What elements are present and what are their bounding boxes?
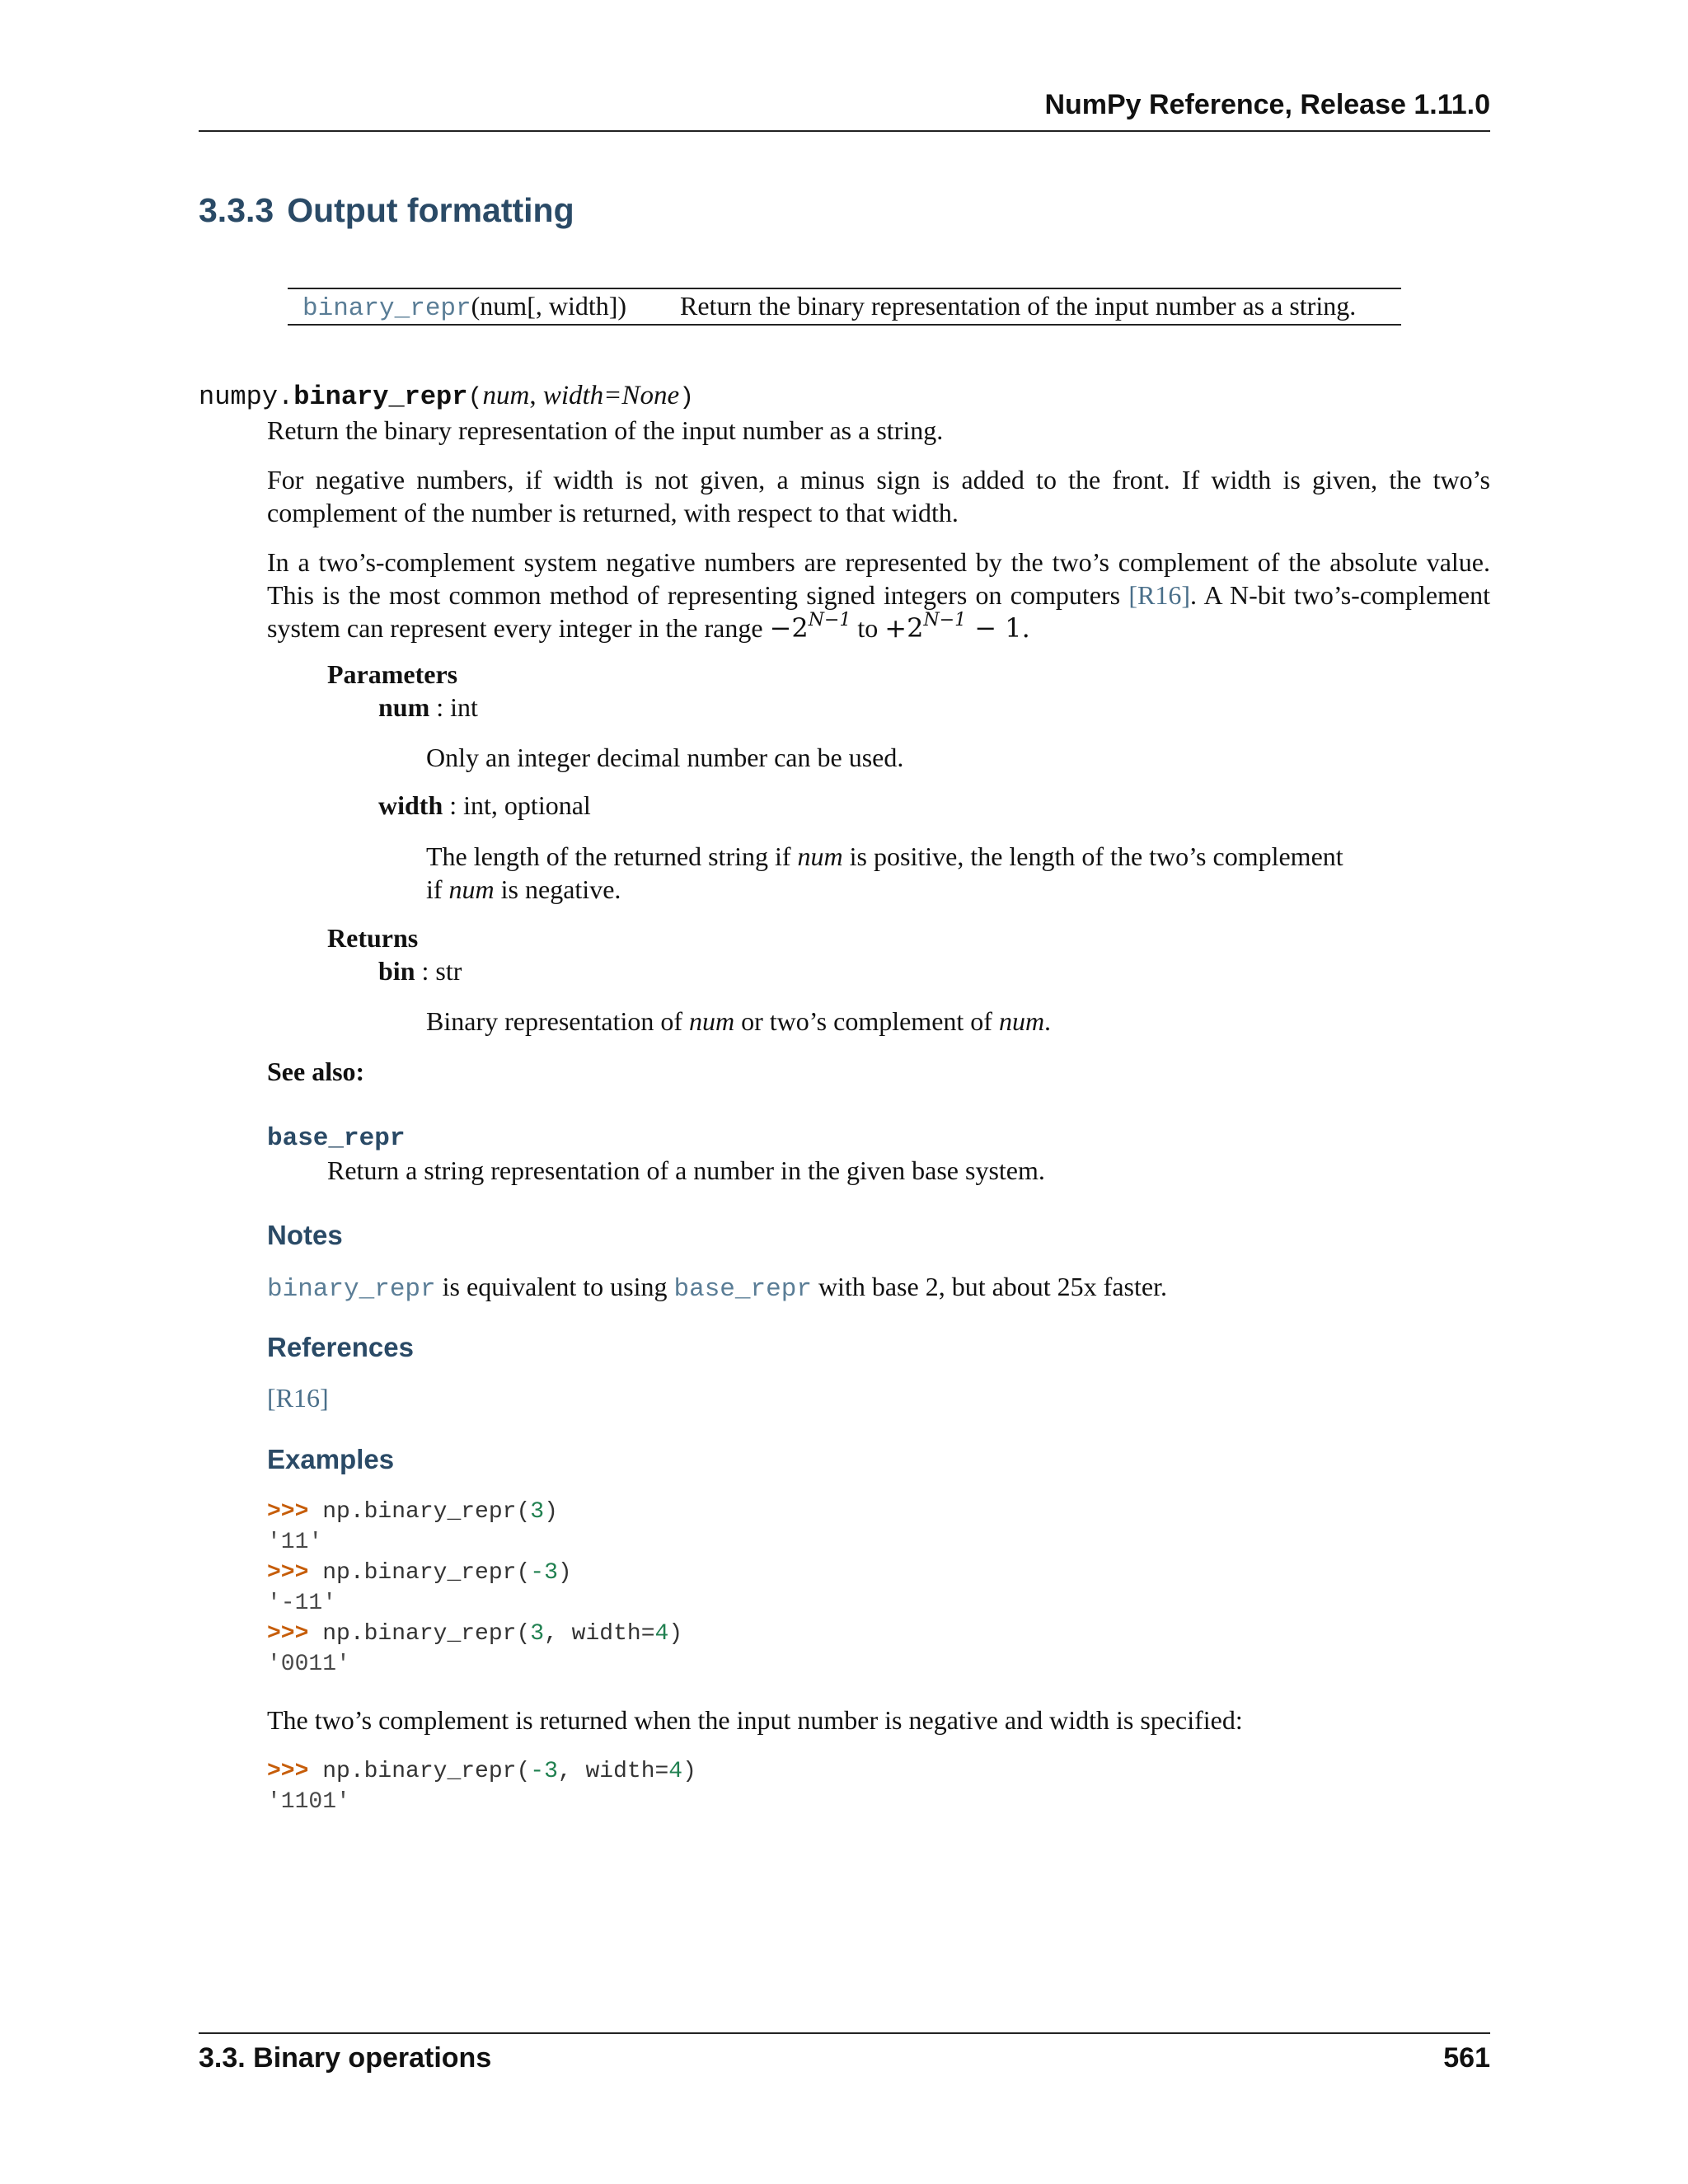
return-desc-num1: num [689, 1006, 735, 1036]
return-bin-type: : str [415, 956, 462, 986]
range-low [770, 612, 851, 644]
notes-text-2: with base 2, but about 25x faster. [811, 1272, 1167, 1301]
code-kwarg: , width= [544, 1621, 655, 1647]
negative-numbers-paragraph: For negative numbers, if width is not given, a minus sign is added to the front. If width is given, the two’s complement of the number is returned, with respect to that width. [267, 465, 1490, 527]
summary-description: Return the binary representation of the input number as a string. [680, 291, 1357, 321]
code-prompt: >>> [267, 1499, 309, 1525]
examples-heading: Examples [267, 1444, 395, 1474]
param-num-type: : int [429, 692, 478, 722]
code-number: 4 [668, 1759, 683, 1784]
section-title-text: Output formatting [287, 191, 574, 229]
running-title: NumPy Reference, Release 1.11.0 [1044, 89, 1490, 120]
return-bin-desc [426, 1005, 1051, 1038]
code-call: np.binary_repr( [308, 1621, 531, 1647]
code-output: '-11' [267, 1591, 337, 1616]
code-line [267, 1619, 682, 1649]
notes-paragraph [267, 1270, 1167, 1306]
signature-open-paren: ( [467, 384, 483, 412]
function-signature [199, 381, 694, 412]
range-low-exponent: N−1 [808, 610, 851, 630]
signature-module: numpy. [199, 382, 294, 412]
references-heading: References [267, 1332, 414, 1362]
summary-row [302, 291, 626, 323]
code-number: 3 [530, 1499, 545, 1525]
code-output: '1101' [267, 1789, 350, 1815]
section-title [199, 191, 574, 230]
code-number: -3 [530, 1560, 558, 1586]
code-close: ) [668, 1621, 683, 1647]
return-desc-a: Binary representation of [426, 1006, 689, 1036]
see-also-heading: See also: [267, 1057, 365, 1086]
code-output: '0011' [267, 1652, 350, 1677]
range-tail: − 1. [966, 612, 1030, 644]
param-width-name: width [378, 790, 443, 820]
signature-arg-num: num [482, 381, 530, 410]
references-r16[interactable]: [R16] [267, 1383, 329, 1413]
notes-link-base-repr[interactable]: base_repr [673, 1275, 812, 1304]
summary-paragraph: Return the binary representation of the input number as a string. [267, 415, 944, 445]
code-line [267, 1497, 682, 1527]
return-desc-num2: num [998, 1006, 1045, 1036]
twos-text-b: . A N-bit two’s-complement system can represent every integer in the range [267, 580, 1491, 643]
code-output: '11' [267, 1530, 323, 1555]
signature-arg-width: width=None [542, 381, 680, 410]
return-bin [378, 956, 462, 987]
examples-code-block-1 [267, 1497, 682, 1680]
code-number: 3 [530, 1621, 545, 1647]
examples-code-block-2 [267, 1756, 696, 1817]
parameters-heading: Parameters [327, 659, 458, 689]
code-prompt: >>> [267, 1759, 309, 1784]
code-line [267, 1558, 682, 1588]
summary-table [288, 288, 1401, 326]
code-close: ) [682, 1759, 696, 1784]
code-kwarg: , width= [557, 1759, 669, 1784]
twos-complement-paragraph [267, 546, 1490, 644]
range-low-base: −2 [769, 612, 809, 644]
notes-heading: Notes [267, 1220, 343, 1250]
param-num-desc: Only an integer decimal number can be used. [426, 743, 904, 772]
code-line [267, 1756, 696, 1787]
param-width-desc-a: The length of the returned string if [426, 841, 798, 871]
see-also-description: Return a string representation of a number in the given base system. [327, 1155, 1045, 1185]
return-desc-c: . [1044, 1006, 1052, 1036]
examples-note: The two’s complement is returned when the input number is negative and width is specified: [267, 1705, 1243, 1735]
summary-signature: (num[, width]) [471, 291, 627, 321]
code-number: -3 [530, 1759, 558, 1784]
range-to: to [851, 613, 885, 643]
notes-text-1: is equivalent to using [435, 1272, 674, 1301]
range-high-exponent: N−1 [923, 610, 967, 630]
code-prompt: >>> [267, 1621, 309, 1647]
footer-section: 3.3. Binary operations [199, 2042, 492, 2074]
code-prompt: >>> [267, 1560, 309, 1586]
param-width-type: : int, optional [443, 790, 591, 820]
range-high [884, 612, 1030, 644]
param-width-desc-b: is positive, the length of the two’s complement [842, 841, 1343, 871]
code-call: np.binary_repr( [308, 1759, 531, 1784]
param-width-desc-d: is negative. [494, 874, 621, 904]
return-desc-b: or two’s complement of [734, 1006, 999, 1036]
code-call: np.binary_repr( [308, 1499, 531, 1525]
section-number: 3.3.3 [199, 191, 274, 229]
range-high-base: +2 [884, 612, 924, 644]
reference-link-r16[interactable]: [R16] [1128, 580, 1190, 610]
param-width-desc-num2: num [448, 874, 495, 904]
code-number: 4 [654, 1621, 669, 1647]
return-bin-name: bin [378, 956, 415, 986]
param-width-desc-num1: num [797, 841, 843, 871]
header-rule [199, 130, 1490, 132]
footer-rule [199, 2032, 1490, 2034]
code-close: ) [557, 1560, 572, 1586]
twos-text-a: In a two’s-complement system negative numbers are represented by the two’s complement of the absolute value. This is the most common method of representing signed integers on computers [267, 547, 1490, 610]
see-also-link-base-repr[interactable]: base_repr [267, 1124, 406, 1153]
param-width-desc-c: if [426, 874, 449, 904]
summary-function-link[interactable]: binary_repr [302, 294, 471, 323]
signature-name: binary_repr [293, 382, 468, 412]
signature-close-paren: ) [679, 384, 695, 412]
code-call: np.binary_repr( [308, 1560, 531, 1586]
signature-separator: , [529, 381, 543, 410]
param-width-desc [426, 840, 1343, 906]
page-number: 561 [1443, 2042, 1490, 2074]
code-close: ) [544, 1499, 558, 1525]
returns-heading: Returns [327, 923, 419, 953]
param-width [378, 790, 591, 821]
notes-link-binary-repr[interactable]: binary_repr [267, 1275, 436, 1304]
param-num-name: num [378, 692, 430, 722]
param-num [378, 692, 478, 723]
